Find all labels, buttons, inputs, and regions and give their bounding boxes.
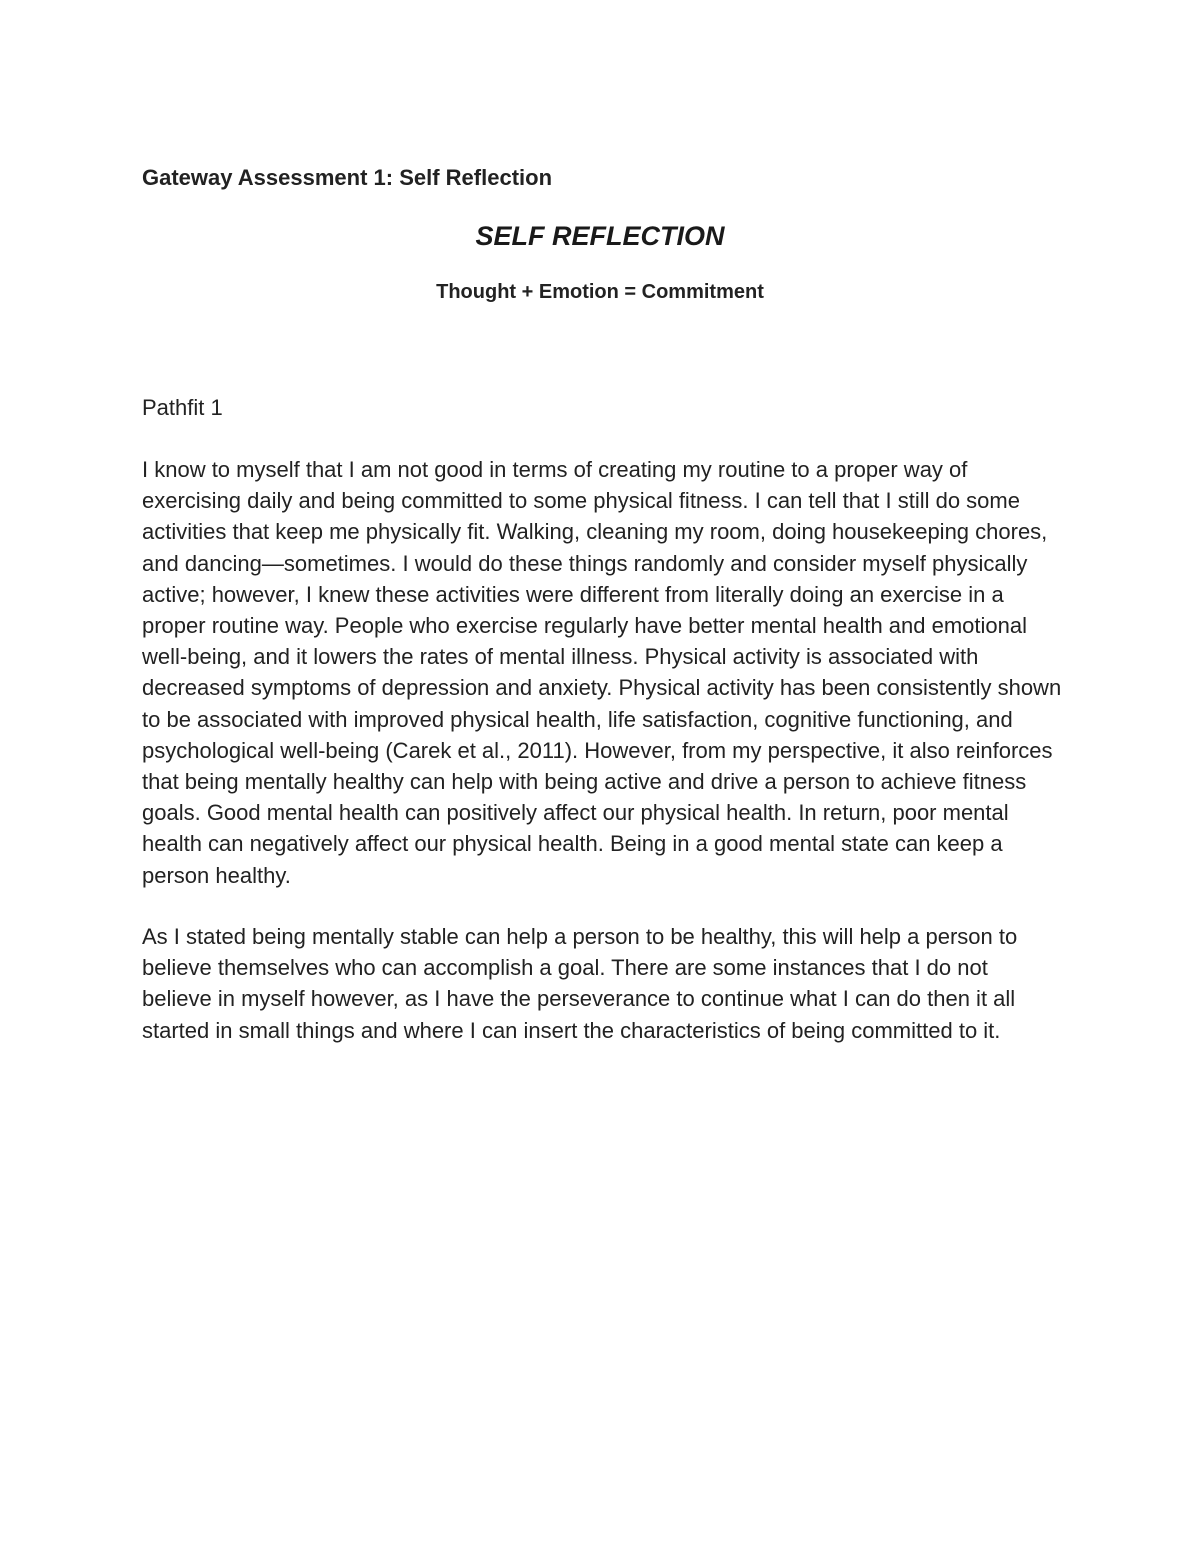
course-label: Pathfit 1 [142, 395, 223, 420]
body-paragraph: As I stated being mentally stable can help a person to be healthy, this will help a person to believe themselves who can accomplish a goal. There are some instances that I do not believe in myself however, as I have the perseverance to continue what I can do then it all started in small things and where I can insert the characteristics of being committed to it. [142, 924, 1018, 1043]
document-subtitle: Thought + Emotion = Commitment [436, 281, 764, 303]
document-title: SELF REFLECTION [475, 221, 725, 251]
body-paragraph: I know to myself that I am not good in terms of creating my routine to a proper way of exercising daily and being committed to some physical fitness. I can tell that I still do some activities that keep me physically fit. Walking, cleaning my room, doing housekeeping chores, and dancing—sometimes. I would do these things randomly and consider myself physically active; however, I knew these activities were different from literally doing an exercise in a proper routine way. People who exercise regularly have better mental health and emotional well-being, and it lowers the rates of mental illness. Physical activity is associated with decreased symptoms of depression and anxiety. Physical activity has been consistently shown to be associated with improved physical health, life satisfaction, cognitive functioning, and psychological well-being (Carek et al., 2011). However, from my perspective, it also reinforces that being mentally healthy can help with being active and drive a person to achieve fitness goals. Good mental health can positively affect our physical health. In return, poor mental health can negatively affect our physical health. Being in a good mental state can keep a person healthy. [142, 457, 1062, 888]
document-heading: Gateway Assessment 1: Self Reflection [142, 165, 553, 190]
